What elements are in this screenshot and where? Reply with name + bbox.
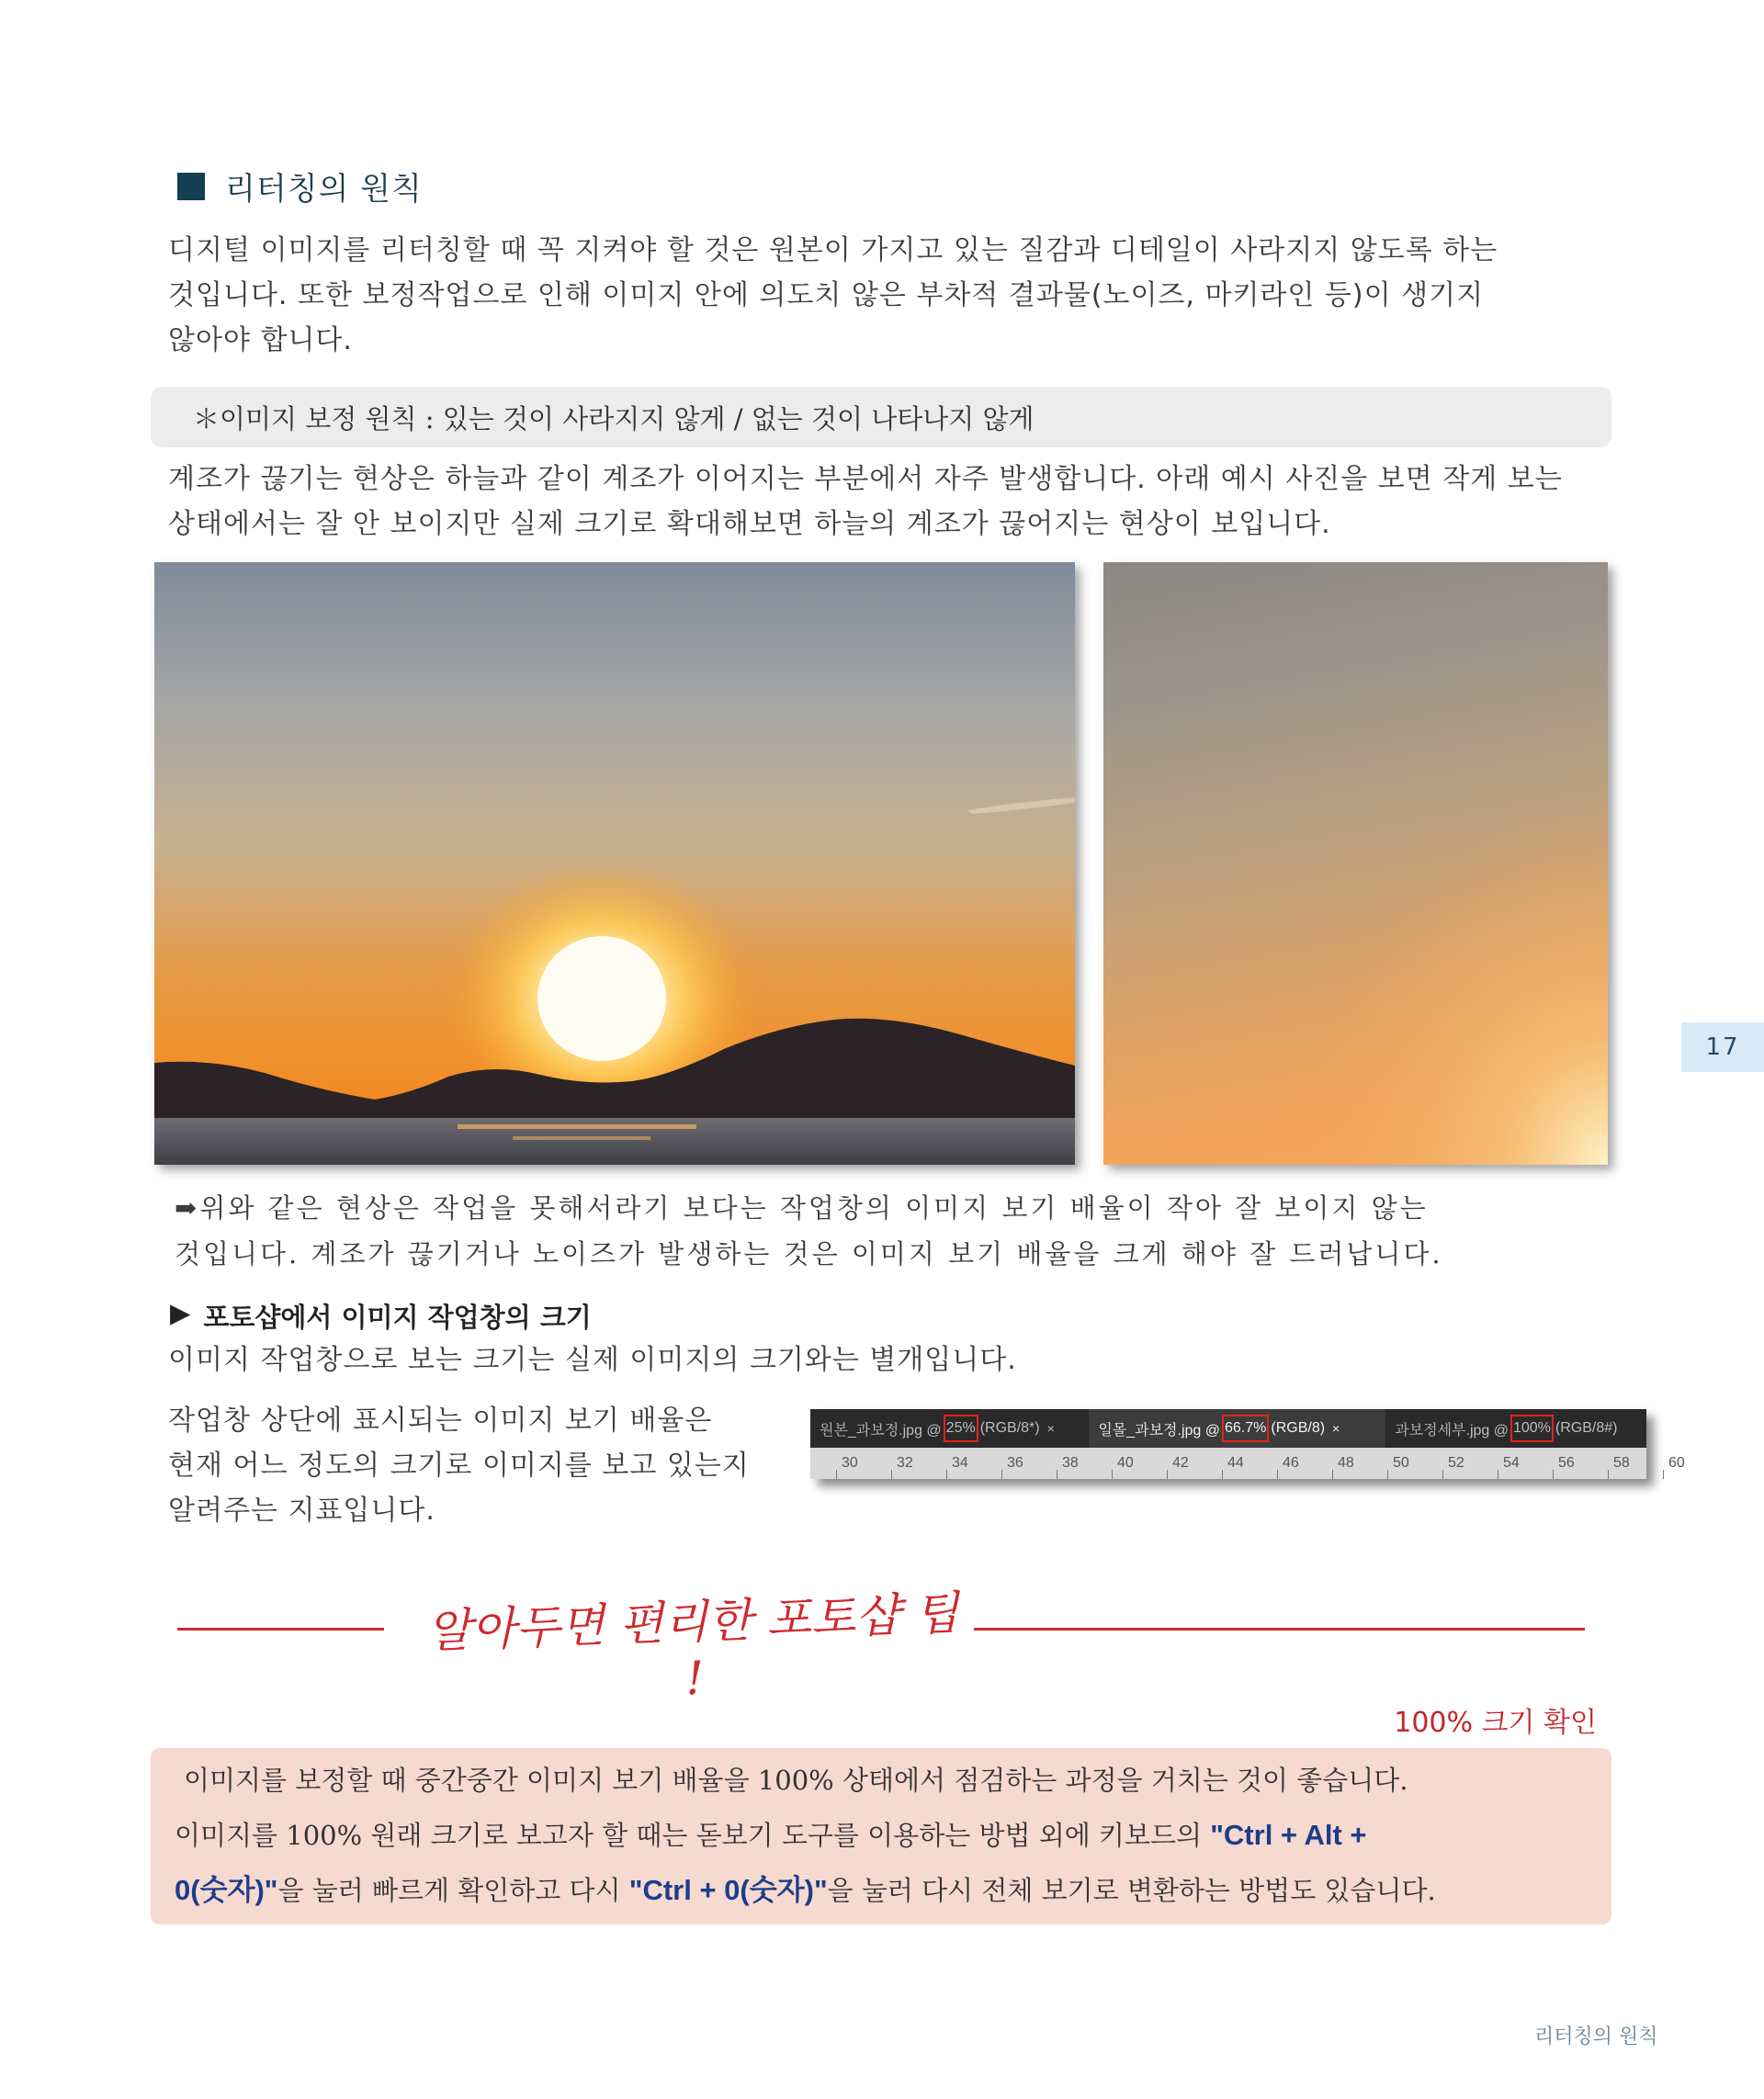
intro-paragraph [168, 228, 1498, 363]
zoom-level: 100% [1510, 1415, 1554, 1442]
zoom-level: 66.7% [1222, 1415, 1269, 1442]
section-title: 리터칭의 원칙 [225, 171, 423, 208]
tab-mode: (RGB/8#) [1555, 1420, 1618, 1436]
ruler-number: 56 [1558, 1455, 1575, 1471]
ruler-number: 36 [1007, 1455, 1023, 1471]
ruler-number: 52 [1448, 1455, 1464, 1471]
ruler-number: 38 [1062, 1455, 1079, 1471]
ruler-tick [1167, 1470, 1168, 1479]
sunset-scene [154, 562, 1075, 1165]
horizontal-ruler [810, 1448, 1685, 1479]
sunset-photo [154, 562, 1075, 1165]
tab-detail[interactable] [1385, 1409, 1646, 1448]
ruler-number: 58 [1613, 1455, 1630, 1471]
shortcut-zero: 0(숫자)" [175, 1874, 278, 1906]
ruler-number: 42 [1172, 1455, 1189, 1471]
tip-line-3 [175, 1863, 1436, 1918]
ruler-tick [1663, 1470, 1664, 1479]
section-header [177, 164, 423, 209]
intro-line: 않아야 합니다. [168, 324, 353, 356]
document-tabs [810, 1409, 1646, 1448]
tab-sunset[interactable] [1089, 1409, 1385, 1448]
ruler-tick [891, 1470, 892, 1479]
ruler-tick [1001, 1470, 1002, 1479]
tip-line-3-end: 을 눌러 다시 전체 보기로 변환하는 방법도 있습니다. [827, 1875, 1436, 1906]
caption-text: 위와 같은 현상은 작업을 못해서라기 보다는 작업창의 이미지 보기 배율이 작아 잘 보이지 않는 [199, 1192, 1429, 1224]
shortcut-ctrl-alt: "Ctrl + Alt + [1210, 1819, 1367, 1851]
subsection-description [168, 1398, 750, 1533]
sky-banding-detail [1103, 562, 1608, 1165]
page-number-tab [1681, 1022, 1764, 1072]
subsection-title: 포토샵에서 이미지 작업창의 크기 [203, 1302, 592, 1333]
divider-right [974, 1628, 1585, 1631]
desc-line: 알려주는 지표입니다. [168, 1495, 435, 1527]
ruler-number: 32 [897, 1455, 913, 1471]
ruler-tick [836, 1470, 837, 1479]
page-number: 17 [1705, 1033, 1740, 1061]
ruler-tick [1222, 1470, 1223, 1479]
arrow-icon: ➡ [175, 1192, 200, 1224]
tip-line-3-text: 을 눌러 빠르게 확인하고 다시 [277, 1875, 629, 1906]
subsection-header [170, 1297, 592, 1335]
tip-line-2 [175, 1808, 1367, 1863]
banding-paragraph [168, 457, 1563, 547]
square-bullet-icon [177, 173, 205, 200]
triangle-bullet-icon: ▶ [170, 1297, 191, 1328]
tip-title: 알아두면 편리한 포토샵 팁 ! [425, 1586, 960, 1706]
divider-left [177, 1628, 384, 1631]
zoom-level: 25% [944, 1415, 978, 1442]
ruler-number: 44 [1227, 1455, 1244, 1471]
tip-subtitle: 100% 크기 확인 [1394, 1707, 1597, 1739]
tab-mode: (RGB/8*) [979, 1420, 1040, 1436]
close-icon[interactable]: × [1046, 1421, 1055, 1436]
ruler-tick [1608, 1470, 1609, 1479]
close-icon[interactable]: × [1332, 1421, 1340, 1436]
ruler-number: 40 [1117, 1455, 1134, 1471]
tab-mode: (RGB/8) [1271, 1420, 1326, 1436]
ruler-number: 46 [1283, 1455, 1299, 1471]
ruler-tick [1553, 1470, 1554, 1479]
running-footer: 리터칭의 원칙 [1534, 2026, 1658, 2048]
desc-line: 현재 어느 정도의 크기로 이미지를 보고 있는지 [168, 1450, 750, 1482]
tip-line-1: 이미지를 보정할 때 중간중간 이미지 보기 배율을 100% 상태에서 점검하는 과정을 거치는 것이 좋습니다. [184, 1765, 1408, 1796]
desc-line: 작업창 상단에 표시되는 이미지 보기 배율은 [168, 1405, 713, 1437]
ruler-number: 54 [1503, 1455, 1520, 1471]
ruler-tick [946, 1470, 947, 1479]
subsection-line: 이미지 작업창으로 보는 크기는 실제 이미지의 크기와는 별개입니다. [168, 1344, 1017, 1376]
tab-original[interactable] [810, 1409, 1089, 1448]
caption-line [175, 1185, 1443, 1231]
tab-name: 과보정세부.jpg @ [1395, 1422, 1509, 1439]
ruler-tick [1277, 1470, 1278, 1479]
enlarged-sky-photo [1103, 562, 1608, 1165]
ruler-tick [1442, 1470, 1443, 1479]
ruler-number: 34 [952, 1455, 968, 1471]
tab-name: 원본_과보정.jpg @ [820, 1422, 942, 1439]
ruler-tick [1332, 1470, 1333, 1479]
caption-line: 것입니다. 계조가 끊기거나 노이즈가 발생하는 것은 이미지 보기 배율을 크게 해야 잘 드러납니다. [175, 1238, 1443, 1270]
intro-line: 디지털 이미지를 리터칭할 때 꼭 지켜야 할 것은 원본이 가지고 있는 질감과 디테일이 사라지지 않도록 하는 [168, 234, 1498, 266]
ruler-number: 48 [1338, 1455, 1354, 1471]
shortcut-ctrl-zero: "Ctrl + 0(숫자)" [628, 1874, 828, 1906]
banding-line: 계조가 끊기는 현상은 하늘과 같이 계조가 이어지는 부분에서 자주 발생합니다. 아래 예시 사진을 보면 작게 보는 [168, 463, 1563, 495]
principle-note: ＊이미지 보정 원칙 : 있는 것이 사라지지 않게 / 없는 것이 나타나지 않게 [193, 403, 1035, 434]
ruler-number: 60 [1668, 1455, 1685, 1471]
intro-line: 것입니다. 또한 보정작업으로 인해 이미지 안에 의도치 않은 부차적 결과물(노이즈, 마키라인 등)이 생기지 [168, 279, 1485, 311]
ruler-tick [1387, 1470, 1388, 1479]
ruler-tick [1112, 1470, 1113, 1479]
photo-caption [175, 1185, 1443, 1277]
tab-name: 일몰_과보정.jpg @ [1098, 1422, 1220, 1439]
ruler-number: 30 [842, 1455, 858, 1471]
banding-line: 상태에서는 잘 안 보이지만 실제 크기로 확대해보면 하늘의 계조가 끊어지는 현상이 보입니다. [168, 508, 1331, 540]
photoshop-tab-bar [810, 1409, 1685, 1479]
tip-line-2-text: 이미지를 100% 원래 크기로 보고자 할 때는 돋보기 도구를 이용하는 방법 외에 키보드의 [175, 1820, 1211, 1851]
ruler-number: 50 [1393, 1455, 1409, 1471]
